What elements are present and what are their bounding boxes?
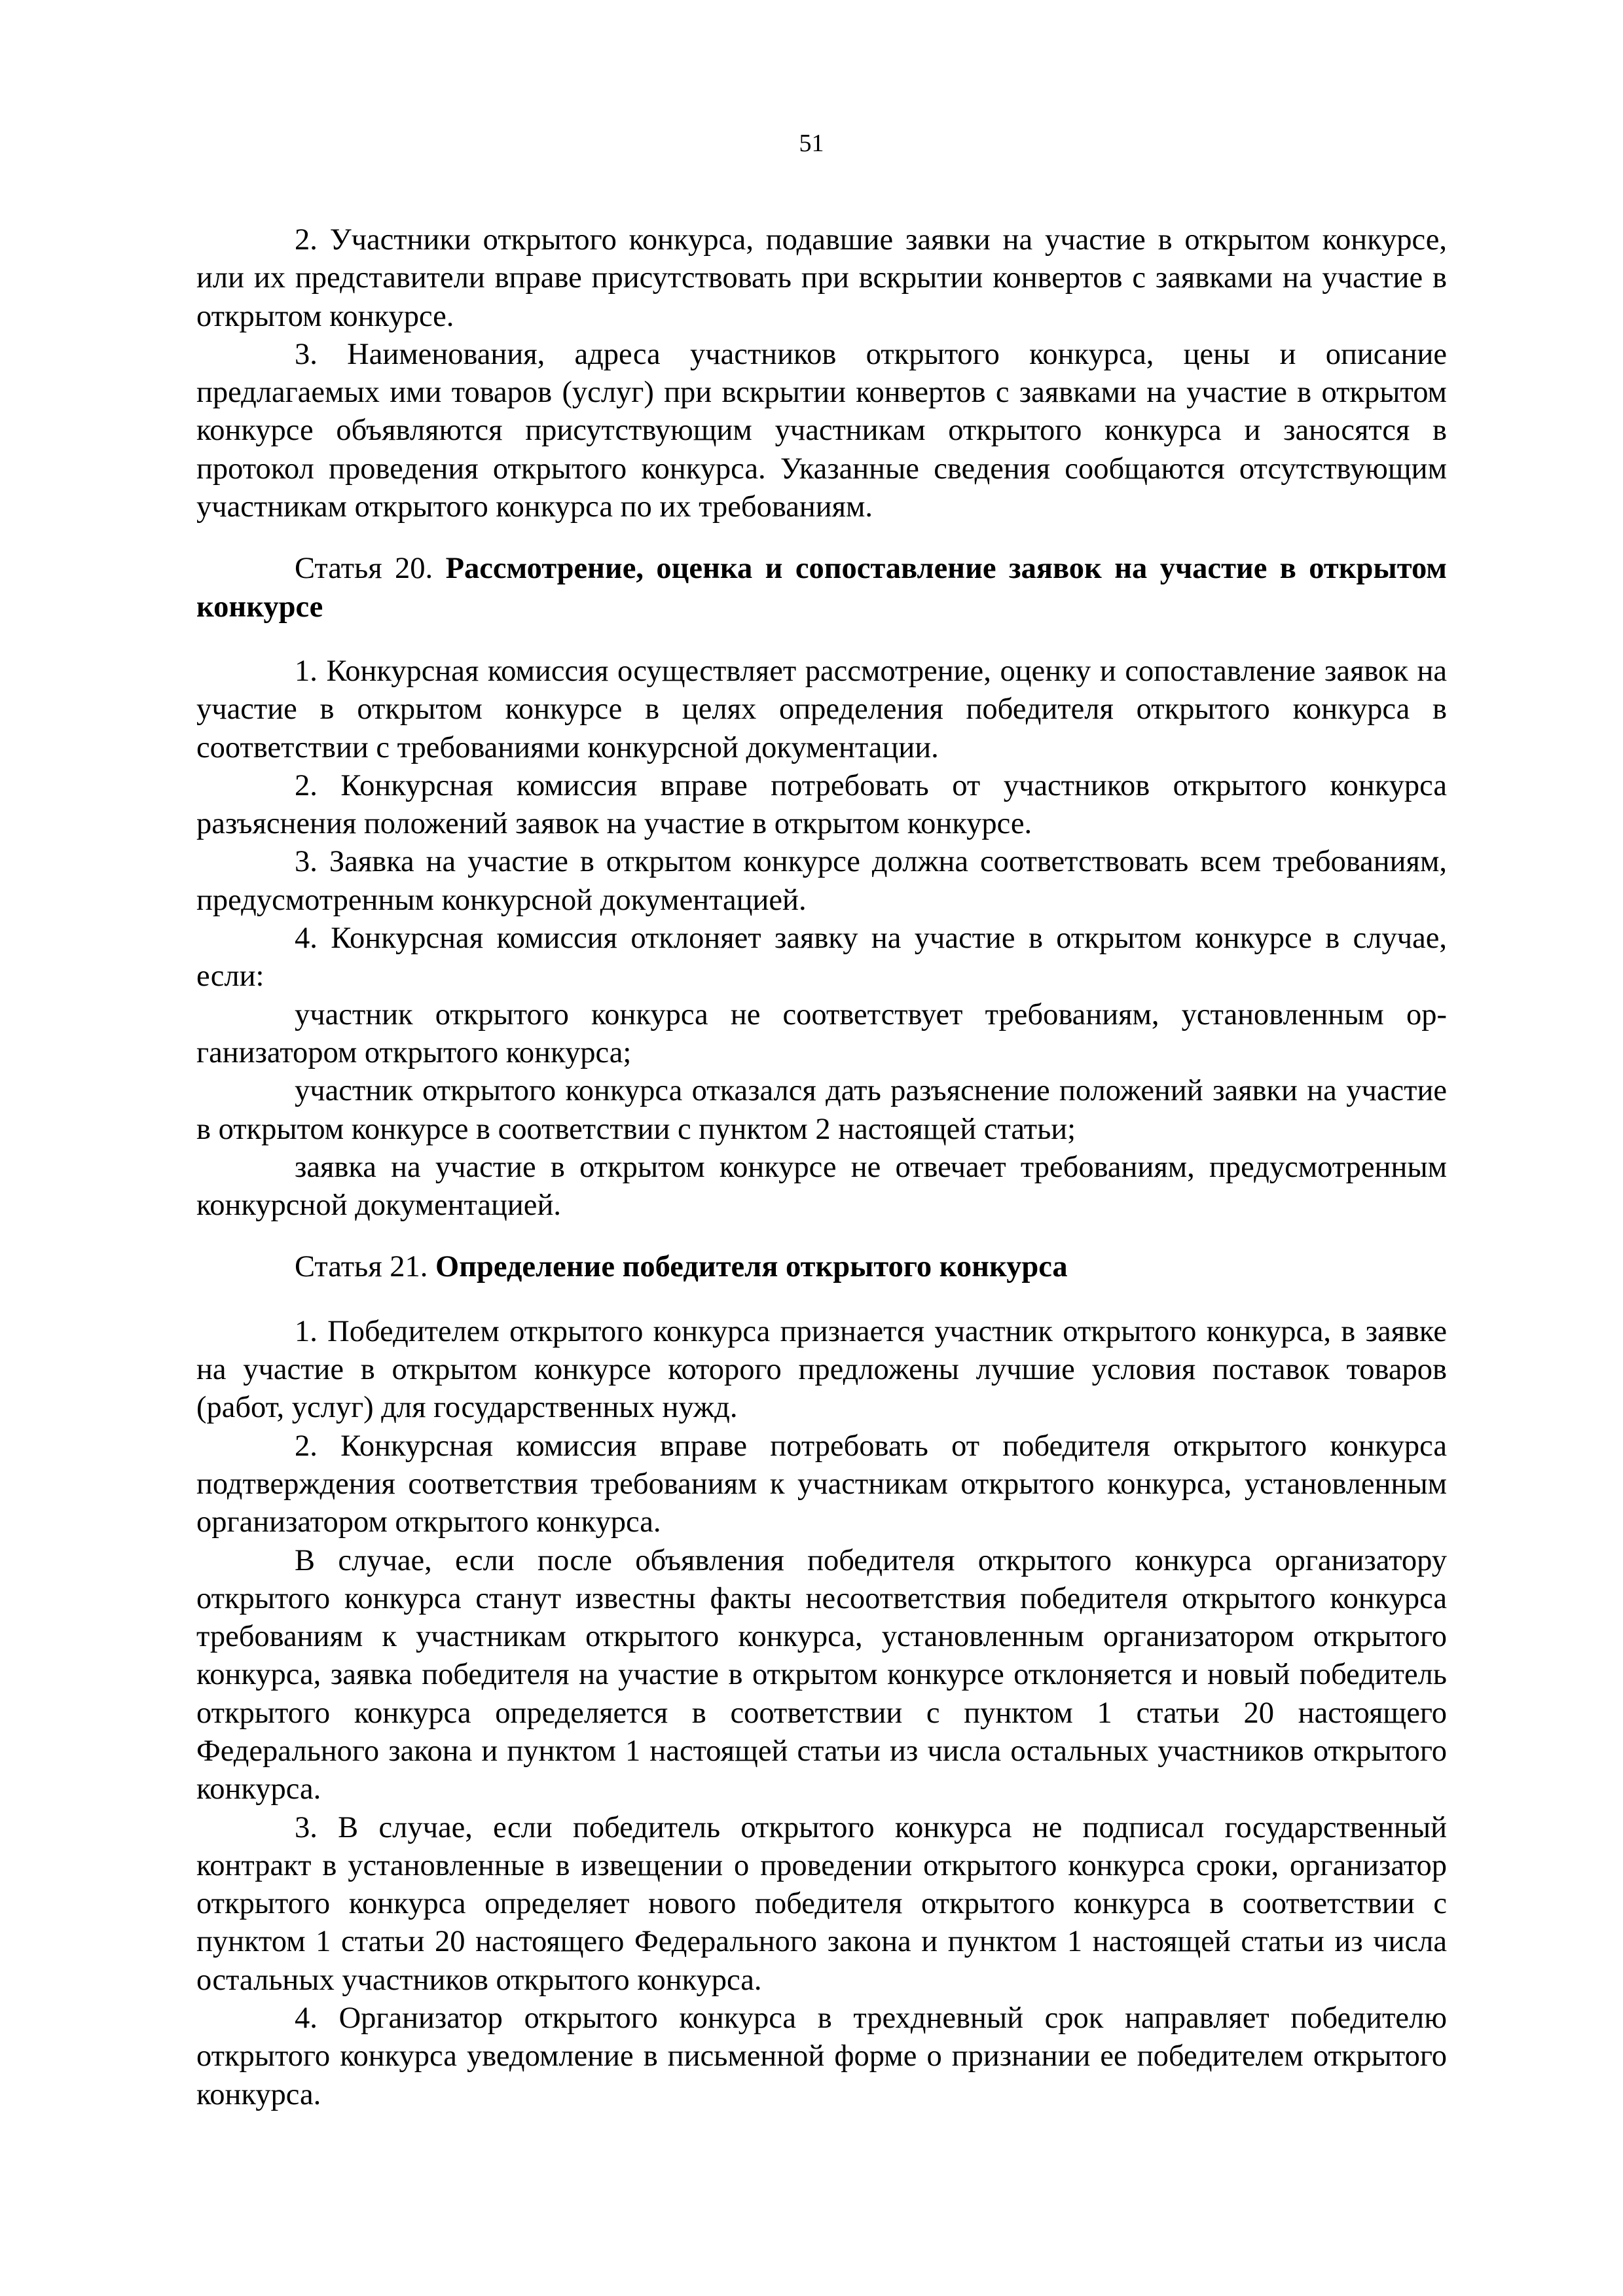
document-body — [196, 221, 1447, 2114]
paragraph: 3. В случае, если победитель открытого конкурса не подписал государственный контракт в установленные в извещении о проведении открытого конкурса сроки, организатор открытого конкурса определяет нового победителя открытого конкурса в соответствии с пунктом 1 статьи 20 настоящего Федерального закона и пунктом 1 настоящей статьи из числа остальных участников открытого конкурса. — [196, 1810, 1447, 1997]
paragraph: 1. Победителем открытого конкурса признается участник открытого конкурса, в заявке на участие в открытом конкурсе которого предложены лучшие условия поставок товаров (работ, услуг) для государственных нужд. — [196, 1314, 1447, 1425]
paragraph: 4. Организатор открытого конкурса в трехдневный срок направляет победителю открытого конкурса уведомление в письменной форме о признании ее победителем открытого конкурса. — [196, 2001, 1447, 2111]
paragraph: 2. Конкурсная комиссия вправе потребовать от победителя открытого конкурса подтверждения соответствия требованиям к участникам открытого конкурса, установленным организатором открытого конкурса. — [196, 1429, 1447, 1539]
list-item: участник открытого конкурса не соответствует требованиям, установленным организатором открытого конкурса; — [196, 997, 1447, 1069]
page-number: 51 — [799, 130, 824, 157]
paragraph: В случае, если после объявления победителя открытого конкурса организатору открытого конкурса станут известны факты несоответствия победителя открытого конкурса требованиям к участникам открытого конкурса, установленным организатором открытого конкурса, заявка победителя на участие в открытом конкурсе отклоняется и новый победитель открытого конкурса определяется в соответствии с пунктом 1 статьи 20 настоящего Федерального закона и пунктом 1 настоящей статьи из числа остальных участников открытого конкурса. — [196, 1543, 1447, 1806]
paragraph: 2. Участники открытого конкурса, подавшие заявки на участие в открытом конкурсе, или их представители вправе присутствовать при вскрытии конвертов с заявками на участие в открытом конкурсе. — [196, 223, 1447, 333]
article-heading — [196, 550, 1447, 626]
paragraph: 3. Заявка на участие в открытом конкурсе должна соответствовать всем требованиям, предусмотренным конкурсной документацией. — [196, 845, 1447, 917]
paragraph: 3. Наименования, адреса участников открытого конкурса, цены и описание предлагаемых ими товаров (услуг) при вскрытии конвертов с заявками на участие в открытом конкурсе объявляются присутствующим участникам открытого конкурса и заносятся в протокол проведения открытого конкурса. Указанные сведения сообщаются отсутствующим участникам открытого конкурса по их требованиям. — [196, 337, 1447, 524]
article-number: Статья 21. — [295, 1250, 436, 1284]
article-title: Определение победителя открытого конкурса — [435, 1250, 1068, 1284]
list-item: заявка на участие в открытом конкурсе не отвечает требованиям, предусмотренным конкурсной документацией. — [196, 1150, 1447, 1223]
article-number: Статья 20. — [295, 552, 446, 586]
list-item: участник открытого конкурса отказался дать разъяснение положений заявки на участие в открытом конкурсе в соответствии с пунктом 2 настоящей статьи; — [196, 1074, 1447, 1146]
paragraph: 1. Конкурсная комиссия осуществляет рассмотрение, оценку и сопоставление заявок на участие в открытом конкурсе в целях определения победителя открытого конкурса в соответствии с требованиями конкурсной документации. — [196, 654, 1447, 764]
article-title: Рассмотрение, оценка и сопоставление заявок на участие в открытом конкурсе — [196, 552, 1447, 624]
paragraph: 2. Конкурсная комиссия вправе потребовать от участников открытого конкурса разъяснения положений заявок на участие в открытом конкурсе. — [196, 768, 1447, 841]
article-heading — [196, 1248, 1447, 1286]
paragraph: 4. Конкурсная комиссия отклоняет заявку на участие в открытом конкурсе в случае, если: — [196, 922, 1447, 994]
